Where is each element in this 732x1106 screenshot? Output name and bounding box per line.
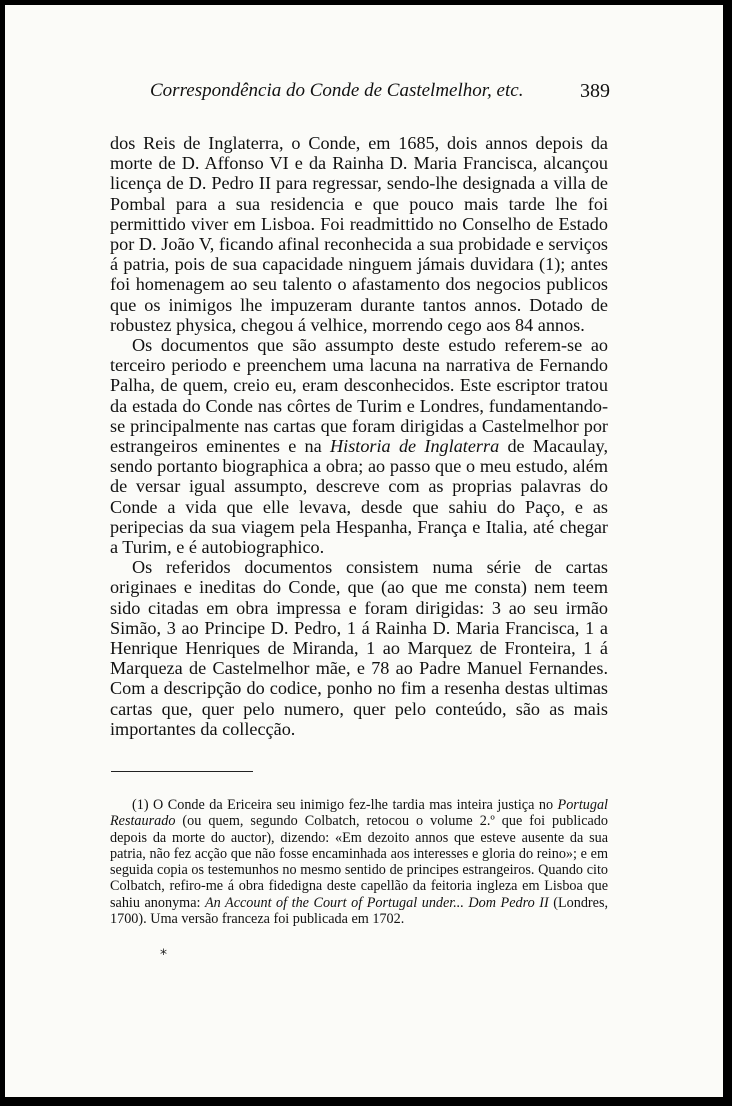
signature-mark: *: [160, 947, 167, 963]
paragraph-2-book-title: Historia de Inglaterra: [330, 436, 500, 457]
footnote-1-title-b: An Account of the Court of Portugal under... Dom Pedro II: [204, 894, 549, 911]
paragraph-1: dos Reis de Inglaterra, o Conde, em 1685, dois annos depois da morte de D. Affonso VI e da Rainha D. Maria Francisca, alcançou licença de D. Pedro II para regressar, sendo-lhe designada a villa de Pombal para a sua residencia e que pouco mais tarde lhe foi permittido viver em Lisboa. Foi readmittido no Conselho de Estado por D. João V, ficando afinal reconhecida a sua probidade e serviços á patria, pois de sua capacidade ninguem jámais duvidara (1); antes foi homenagem ao seu talento o afastamento dos negocios publicos que os inimigos lhe impuzeram durante tantos annos. Dotado de robustez physica, chegou á velhice, morrendo cego aos 84 annos.: [110, 133, 608, 335]
book-page: [5, 5, 723, 1097]
footnote-1: [110, 797, 608, 927]
footnote-1-title-a: Portugal Restaurado: [110, 797, 608, 830]
footnote-1-text-b: (ou quem, segundo Colbatch, retocou o volume 2.º que foi publicado depois da morte do auctor), dizendo: «Em dezoito annos que esteve ausente da sua patria, não fez acção que não fosse encaminhada aos interesses e gloria do reino»; e em seguida copia os testemunhos no mesmo sentido de principes estrangeiros. Quando cito Colbatch, refiro-me á obra fidedigna deste capellão da feitoria ingleza em Lisboa que sahiu anonyma:: [110, 813, 608, 911]
footnotes: [110, 797, 608, 927]
footnote-rule: [111, 771, 253, 772]
page-number: 389: [580, 80, 610, 102]
paragraph-2: [110, 335, 608, 557]
paragraph-2-text-a: Os documentos que são assumpto deste estudo referem-se ao terceiro periodo e preenchem uma lacuna na narrativa de Fernando Palha, de quem, creio eu, eram desconhecidos. Este escriptor tratou da estada do Conde nas côrtes de Turim e Londres, fundamentando-se principalmente nas cartas que foram dirigidas a Castelmelhor por estrangeiros eminentes e na: [110, 335, 608, 457]
paragraph-2-text-b: de Macaulay, sendo portanto biographica a obra; ao passo que o meu estudo, além de versar igual assumpto, descreve com as proprias palavras do Conde a vida que elle levava, desde que sahiu do Paço, e as peripecias da sua viagem pela Hespanha, França e Italia, até chegar a Turim, e é autobiographico.: [110, 436, 608, 558]
paragraph-3: Os referidos documentos consistem numa série de cartas originaes e ineditas do Conde, que (ao que me consta) nem teem sido citadas em obra impressa e foram dirigidas: 3 ao seu irmão Simão, 3 ao Principe D. Pedro, 1 á Rainha D. Maria Francisca, 1 a Henrique Henriques de Miranda, 1 ao Marquez de Fronteira, 1 á Marqueza de Castelmelhor mãe, e 78 ao Padre Manuel Fernandes. Com a descripção do codice, ponho no fim a resenha destas ultimas cartas que, quer pelo numero, quer pelo conteúdo, são as mais importantes da collecção.: [110, 557, 608, 739]
page-header: [150, 80, 610, 108]
main-text: [110, 133, 608, 739]
footnote-1-text-a: (1) O Conde da Ericeira seu inimigo fez-lhe tardia mas inteira justiça no: [132, 797, 558, 813]
footnote-1-text-c: (Londres, 1700). Uma versão franceza foi publicada em 1702.: [110, 894, 609, 928]
running-title: Correspondência do Conde de Castelmelhor, etc.: [150, 80, 524, 101]
